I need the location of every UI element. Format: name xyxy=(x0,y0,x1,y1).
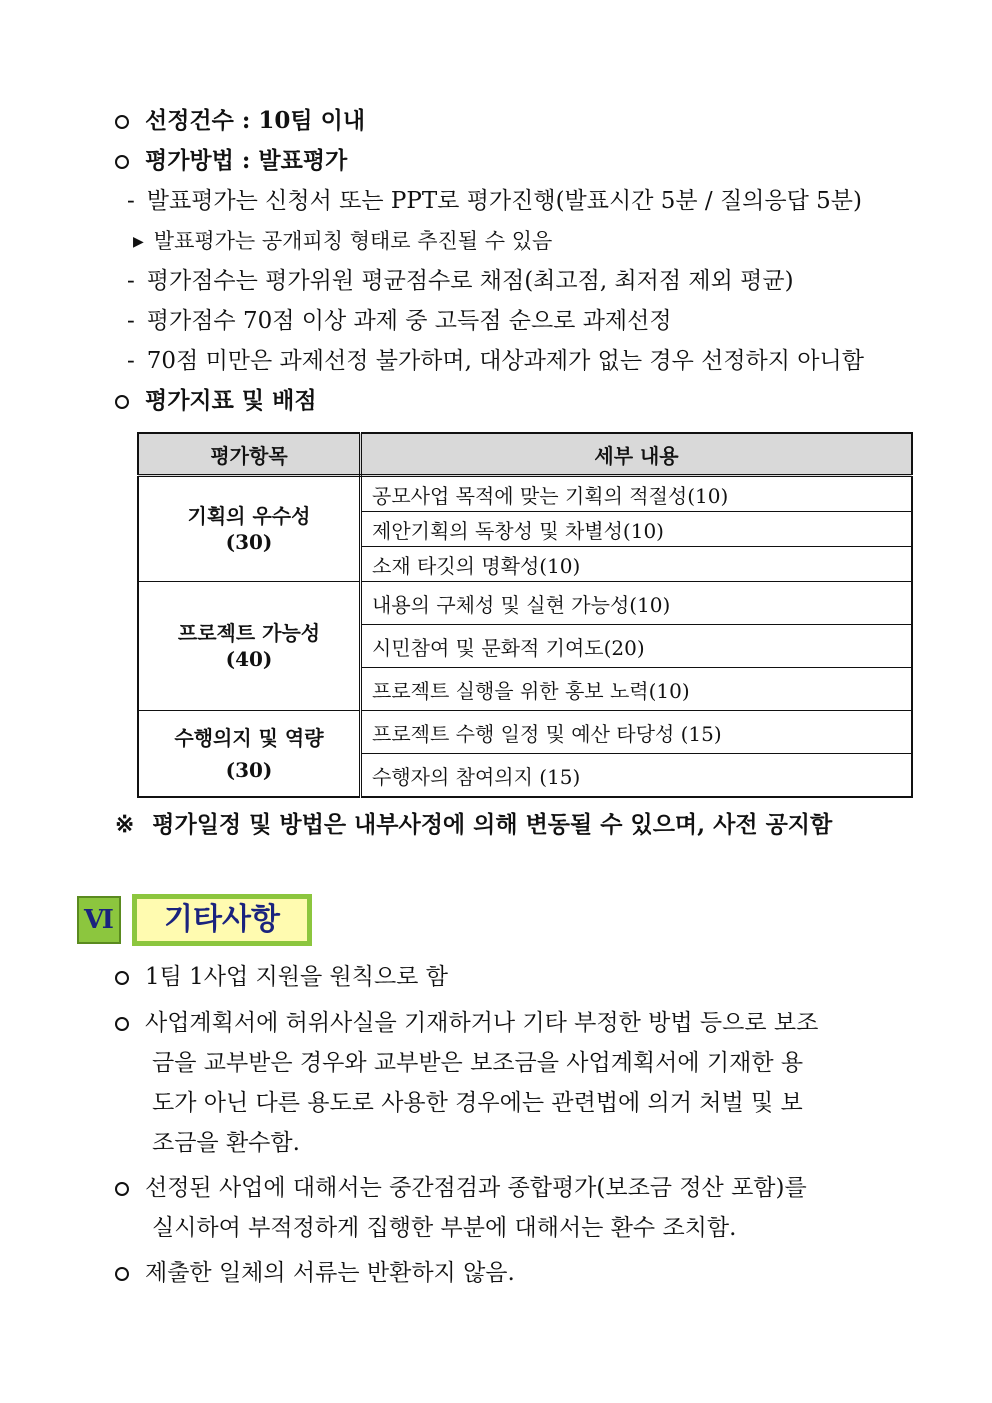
circle-bullet-icon xyxy=(115,1267,129,1281)
indicators-item: 평가지표 및 배점 xyxy=(115,386,317,416)
section-number-badge: Ⅵ xyxy=(77,896,121,944)
evaluation-method-item: 평가방법 : 발표평가 xyxy=(115,146,347,176)
method-detail-2: - 평가점수는 평가위원 평균점수로 채점(최고점, 최저점 제외 평균) xyxy=(127,268,794,294)
other-item-1: 1팀 1사업 지원을 원칙으로 함 xyxy=(115,962,448,992)
other-item-3: 선정된 사업에 대해서는 중간점검과 종합평가(보조금 정산 포함)를 xyxy=(115,1173,807,1203)
method-detail-3: - 평가점수 70점 이상 과제 중 고득점 순으로 과제선정 xyxy=(127,308,672,334)
dash-bullet-icon: - xyxy=(127,188,135,214)
dash-bullet-icon: - xyxy=(127,268,135,294)
other-item-4: 제출한 일체의 서류는 반환하지 않음. xyxy=(115,1258,515,1288)
detail-cell: 제안기획의 독창성 및 차별성(10) xyxy=(361,512,913,547)
other-item-2-line-4: 조금을 환수함. xyxy=(152,1130,300,1156)
schedule-note: ※ 평가일정 및 방법은 내부사정에 의해 변동될 수 있으며, 사전 공지함 xyxy=(115,811,833,838)
detail-cell: 프로젝트 실행을 위한 홍보 노력(10) xyxy=(361,668,913,711)
detail-cell: 수행자의 참여의지 (15) xyxy=(361,754,913,798)
table-row xyxy=(138,476,912,512)
other-item-2-line-2: 금을 교부받은 경우와 교부받은 보조금을 사업계획서에 기재한 용 xyxy=(152,1050,804,1076)
table-row xyxy=(138,711,912,754)
section-title-box xyxy=(132,894,312,946)
category-cell: 프로젝트 가능성 (40) xyxy=(138,582,361,711)
method-detail-4: - 70점 미만은 과제선정 불가하며, 대상과제가 없는 경우 선정하지 아니함 xyxy=(127,348,864,374)
circle-bullet-icon xyxy=(115,971,129,985)
circle-bullet-icon xyxy=(115,1182,129,1196)
category-cell: 수행의지 및 역량 (30) xyxy=(138,711,361,798)
section-title: 기타사항 xyxy=(137,899,307,941)
other-item-2-line-3: 도가 아닌 다른 용도로 사용한 경우에는 관련법에 의거 처벌 및 보 xyxy=(152,1090,803,1116)
table-header-category: 평가항목 xyxy=(138,433,361,476)
other-item-2: 사업계획서에 허위사실을 기재하거나 기타 부정한 방법 등으로 보조 xyxy=(115,1008,818,1038)
circle-bullet-icon xyxy=(115,395,129,409)
method-detail-1-sub: ▶ 발표평가는 공개피칭 형태로 추진될 수 있음 xyxy=(133,229,553,253)
detail-cell: 소재 타깃의 명확성(10) xyxy=(361,547,913,582)
detail-cell: 공모사업 목적에 맞는 기획의 적절성(10) xyxy=(361,476,913,512)
detail-cell: 시민참여 및 문화적 기여도(20) xyxy=(361,625,913,668)
other-item-3-line-2: 실시하여 부적정하게 집행한 부분에 대해서는 환수 조치함. xyxy=(152,1215,737,1241)
method-detail-1: - 발표평가는 신청서 또는 PPT로 평가진행(발표시간 5분 / 질의응답 5분) xyxy=(127,188,862,214)
evaluation-table xyxy=(137,432,913,798)
dash-bullet-icon: - xyxy=(127,308,135,334)
category-cell: 기획의 우수성 (30) xyxy=(138,476,361,582)
detail-cell: 내용의 구체성 및 실현 가능성(10) xyxy=(361,582,913,625)
reference-mark-icon: ※ xyxy=(115,811,135,838)
selection-count-item: 선정건수 : 10팀 이내 xyxy=(115,106,365,136)
table-header-detail: 세부 내용 xyxy=(361,433,913,476)
detail-cell: 프로젝트 수행 일정 및 예산 타당성 (15) xyxy=(361,711,913,754)
table-header-row xyxy=(138,433,912,476)
triangle-bullet-icon: ▶ xyxy=(133,234,144,250)
circle-bullet-icon xyxy=(115,1017,129,1031)
table-row xyxy=(138,582,912,625)
circle-bullet-icon xyxy=(115,115,129,129)
circle-bullet-icon xyxy=(115,155,129,169)
dash-bullet-icon: - xyxy=(127,348,135,374)
